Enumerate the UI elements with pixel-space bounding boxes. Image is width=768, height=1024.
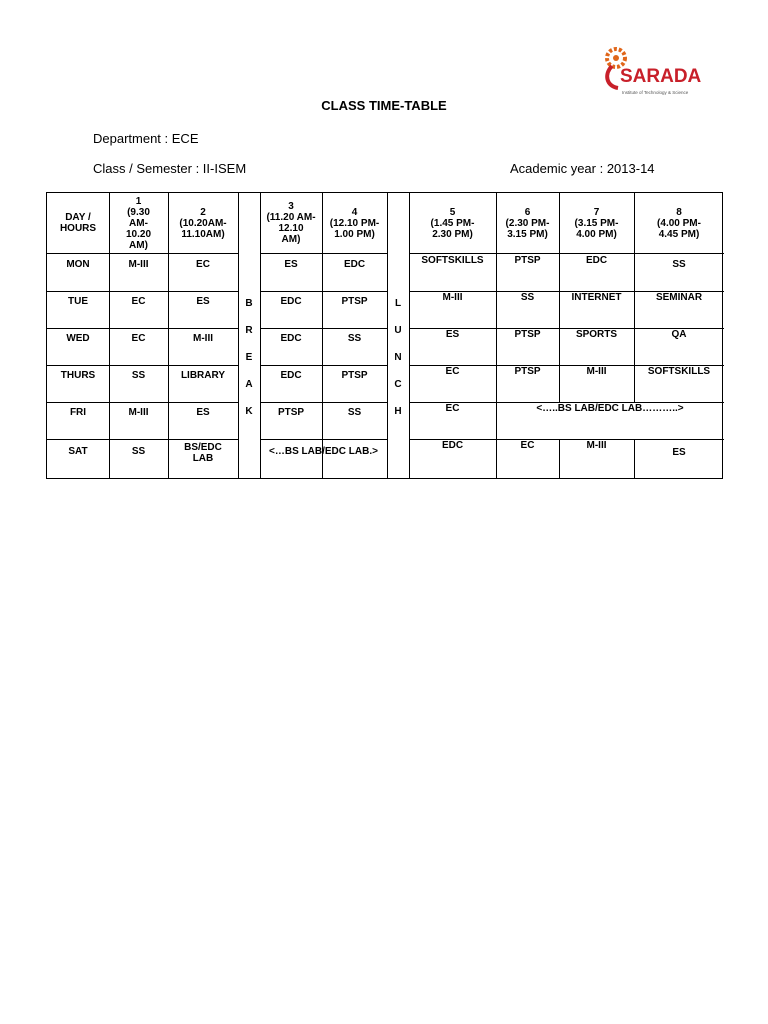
cell-period-6: EC [520, 439, 535, 451]
department-label: Department : ECE [93, 131, 199, 146]
break-letter: R [245, 325, 253, 336]
cell-period-2: ES [196, 295, 210, 307]
cell-period-3: PTSP [277, 406, 305, 418]
cell-day: SAT [68, 445, 88, 457]
header-period-6: 6 (2.30 PM- 3.15 PM) [505, 206, 550, 240]
cell-period-5: M-III [442, 291, 463, 303]
cell-period-7: EDC [585, 254, 608, 266]
cell-period-3: ES [284, 258, 298, 270]
class-semester-label: Class / Semester : II-ISEM [93, 161, 247, 176]
cell-period-8: SOFTSKILLS [647, 365, 711, 377]
cell-day: FRI [69, 406, 87, 418]
cell-period-1: SS [131, 369, 146, 381]
cell-period-6: PTSP [514, 328, 541, 340]
cell-period-2: EC [196, 258, 210, 270]
lunch-letter: U [394, 325, 402, 336]
cell-periods-6-8-lab: <…..BS LAB/EDC LAB………..> [536, 402, 684, 414]
page-title: CLASS TIME-TABLE [321, 98, 447, 113]
cell-period-2: M-III [193, 332, 213, 344]
cell-period-5: ES [445, 328, 460, 340]
cell-period-7: M-III [586, 365, 607, 377]
svg-text:Institute of Technology & Scie: Institute of Technology & Science [622, 90, 689, 95]
header-period-5: 5 (1.45 PM- 2.30 PM) [430, 206, 475, 240]
cell-period-2: BS/EDC LAB [184, 442, 222, 464]
lunch-letter: C [394, 379, 402, 390]
cell-period-7: M-III [586, 439, 607, 451]
cell-period-2: ES [196, 406, 210, 418]
header-period-7: 7 (3.15 PM- 4.00 PM) [574, 206, 619, 240]
cell-period-3: EDC [280, 332, 302, 344]
cell-period-8: ES [672, 446, 686, 458]
cell-period-6: PTSP [514, 365, 541, 377]
cell-period-6: PTSP [514, 254, 541, 266]
cell-period-7: INTERNET [571, 291, 622, 303]
header-period-8: 8 (4.00 PM- 4.45 PM) [657, 206, 701, 240]
cell-period-8: SS [672, 258, 686, 270]
break-letter: B [245, 298, 253, 309]
cell-period-1: M-III [128, 406, 149, 418]
timetable-grid [46, 192, 723, 479]
header-period-4: 4 (12.10 PM- 1.00 PM) [329, 206, 380, 240]
cell-period-4: SS [347, 406, 362, 418]
cell-period-7: SPORTS [575, 328, 618, 340]
cell-day: THURS [60, 369, 96, 381]
cell-period-6: SS [520, 291, 535, 303]
cell-period-4: EDC [343, 258, 366, 270]
cell-period-3: EDC [280, 295, 302, 307]
cell-period-2: LIBRARY [180, 369, 226, 381]
break-letter: E [245, 352, 253, 363]
lunch-letter: N [394, 352, 402, 363]
cell-day: TUE [68, 295, 88, 307]
academic-year-label: Academic year : 2013-14 [510, 161, 655, 176]
header-day-hours: DAY / HOURS [59, 212, 97, 234]
cell-period-5: EC [445, 365, 460, 377]
cell-period-1: EC [131, 295, 146, 307]
cell-period-8: SEMINAR [655, 291, 703, 303]
sarada-logo [602, 42, 702, 100]
cell-period-4: PTSP [341, 295, 368, 307]
svg-text:SARADA: SARADA [620, 66, 702, 87]
cell-period-4: SS [347, 332, 362, 344]
lunch-letter: H [394, 406, 402, 417]
break-letter: A [245, 379, 253, 390]
cell-period-5: EDC [441, 439, 464, 451]
cell-period-1: EC [131, 332, 146, 344]
cell-period-5: EC [445, 402, 460, 414]
break-letter: K [245, 406, 253, 417]
cell-period-5: SOFTSKILLS [421, 254, 484, 266]
cell-period-3: EDC [280, 369, 302, 381]
header-period-2: 2 (10.20AM- 11.10AM) [179, 206, 227, 240]
cell-period-8: QA [671, 328, 687, 340]
cell-day: MON [66, 258, 90, 270]
cell-period-4: PTSP [341, 369, 368, 381]
cell-period-1: M-III [128, 258, 149, 270]
header-period-1: 1 (9.30 AM- 10.20 AM) [125, 195, 152, 251]
cell-periods-3-4-lab: <…BS LAB/EDC LAB.> [269, 445, 378, 457]
cell-day: WED [66, 332, 90, 344]
lunch-letter: L [394, 298, 402, 309]
cell-period-1: SS [131, 445, 146, 457]
header-period-3: 3 (11.20 AM- 12.10 AM) [266, 201, 316, 245]
